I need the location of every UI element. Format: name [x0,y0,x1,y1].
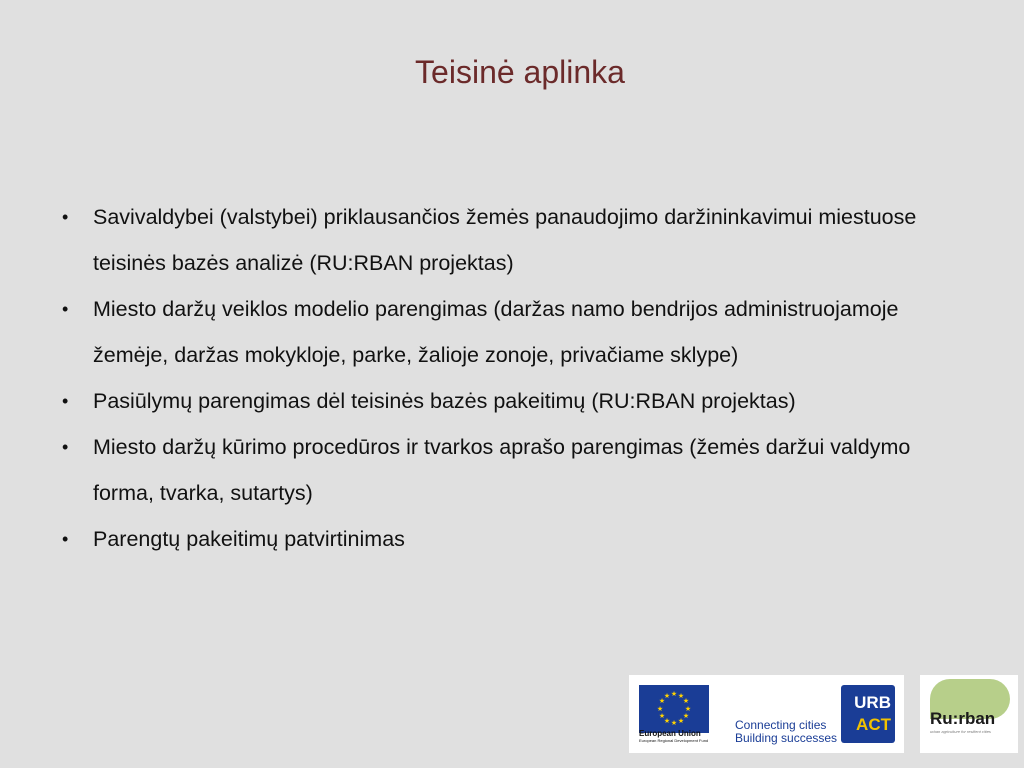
svg-text:★: ★ [682,712,690,720]
bullet-item [62,378,962,424]
eu-flag-icon [639,685,709,733]
svg-text:★: ★ [684,705,692,713]
bullet-item [62,516,962,562]
bullet-item [62,286,962,378]
svg-text:★: ★ [658,712,666,720]
rurban-logo-name: Ru:rban [930,709,996,728]
svg-text:★: ★ [663,692,671,700]
eu-stars [639,685,709,733]
svg-text:★: ★ [670,690,678,698]
bullet-text: Pasiūlymų parengimas dėl teisinės bazės pakeitimų (RU:RBAN projektas) [93,389,796,413]
urbact-word-2: ACT [856,715,891,734]
bullet-item [62,194,962,286]
bullet-icon: • [62,529,69,549]
svg-text:★: ★ [677,717,685,725]
rurban-tagline: urban agriculture for resilient cities [930,729,991,734]
bullet-icon: • [62,299,69,319]
bullet-icon: • [62,207,69,227]
bullet-icon: • [62,391,69,411]
bullet-item [62,424,962,516]
bullet-list [62,194,962,562]
svg-text:★: ★ [670,719,678,727]
eu-fund: European Regional Development Fund [639,738,709,743]
urbact-tagline-1: Connecting cities [735,718,827,732]
bullet-text: Parengtų pakeitimų patvirtinimas [93,527,405,551]
urbact-logo [841,685,895,743]
urbact-tagline-2: Building successes [735,731,838,745]
svg-text:★: ★ [658,697,666,705]
slide-title: Teisinė aplinka [415,54,625,90]
bullet-text: Savivaldybei (valstybei) priklausančios žemės panaudojimo daržininkavimui miestuose teisinės bazės analizė (RU:RBAN projektas) [93,205,917,275]
bullet-icon: • [62,437,69,457]
svg-text:★: ★ [663,717,671,725]
svg-text:★: ★ [677,692,685,700]
urbact-word-1: URB [854,693,891,712]
svg-text:★: ★ [656,705,664,713]
eu-name: European Union [639,729,701,738]
eu-caption [639,729,719,743]
bullet-text: Miesto daržų veiklos modelio parengimas (daržas namo bendrijos administruojamoje žemėje, daržas mokykloje, parke, žalioje zonoje, privačiame sklype) [93,297,899,367]
rurban-logo-panel [920,675,1018,753]
eu-urbact-logo-panel [629,675,904,753]
bullet-text: Miesto daržų kūrimo procedūros ir tvarkos aprašo parengimas (žemės daržui valdymo forma, tvarka, sutartys) [93,435,911,505]
urbact-tagline [735,719,837,745]
svg-text:★: ★ [682,697,690,705]
